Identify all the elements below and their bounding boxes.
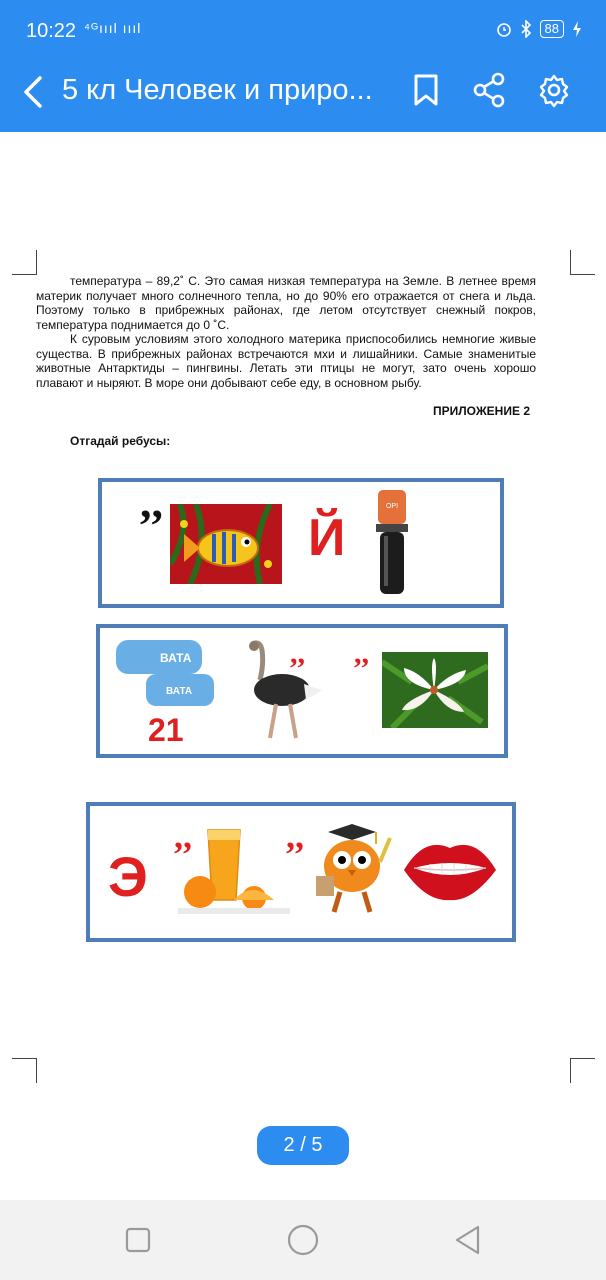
document-title: 5 кл Человек и приро... xyxy=(62,74,373,106)
rebus-2-number: 21 xyxy=(148,712,184,748)
crop-mark-bottom-right xyxy=(570,1058,595,1083)
share-icon[interactable] xyxy=(468,68,512,112)
system-navigation-bar xyxy=(0,1200,606,1280)
cotton-pack-label: ВАТА xyxy=(160,651,192,665)
rebus-3-letter: Э xyxy=(108,845,148,908)
status-bar xyxy=(0,0,606,60)
appendix-heading: ПРИЛОЖЕНИЕ 2 xyxy=(432,404,530,418)
rebus-3-quote-1: ,, xyxy=(174,816,192,856)
paragraph-living-beings: К суровым условиям этого холодного материка приспособились немногие живые существа. В прибрежных районах встречаются мхи и лишайники. Самые знаменитые животные Антарктиды – пингвины. Летать эти птицы не могут, зато очень хорошо плавают и ныряют. В море они добывают себе еду, в основном рыбу. xyxy=(36,332,536,390)
crop-mark-top-right xyxy=(570,250,595,275)
rebus-2-quote-2: ,, xyxy=(354,637,369,670)
paragraph-temperature: температура – 89,2˚ С. Это самая низкая температура на Земле. В летнее время материк получает много солнечного тепла, но до 90% его отражается от снега и льда. Поэтому только в прибрежных районах, где летом отсутствует снежный покров, температура поднимается до 0 ˚С. xyxy=(36,274,536,332)
document-body xyxy=(36,274,536,390)
crop-mark-bottom-left xyxy=(12,1058,37,1083)
page-indicator: 2 / 5 xyxy=(257,1126,349,1165)
home-circle-icon[interactable] xyxy=(285,1222,321,1258)
charging-icon xyxy=(572,21,582,37)
owl-scholar-picture xyxy=(312,822,392,916)
cotton-pack-label-2: ВАТА xyxy=(166,686,193,697)
clock: 10:22 xyxy=(26,20,77,42)
app-bar xyxy=(0,60,606,132)
back-arrow-icon[interactable] xyxy=(14,70,54,114)
cotton-wool-picture xyxy=(114,638,218,710)
rebus-prompt: Отгадай ребусы: xyxy=(70,434,171,448)
nail-polish-picture xyxy=(372,490,412,596)
signal-icon: ⁴ᴳıııl ıııl xyxy=(84,20,142,36)
fish-picture xyxy=(170,504,282,584)
alarm-icon xyxy=(496,21,512,37)
recent-apps-square-icon[interactable] xyxy=(120,1222,156,1258)
rebus-3-quote-2: ,, xyxy=(286,816,304,856)
bluetooth-icon xyxy=(520,20,532,38)
svg-text:OPI: OPI xyxy=(385,503,399,510)
rebus-1-quote: ,, xyxy=(140,476,163,527)
rebus-1-letter: Й xyxy=(308,509,346,567)
rebus-2 xyxy=(96,624,508,758)
settings-gear-icon[interactable] xyxy=(532,68,576,112)
lily-flower-picture xyxy=(382,652,488,728)
battery-icon: 88 xyxy=(540,20,564,38)
orange-juice-picture xyxy=(178,826,290,914)
rebus-2-quote-1: ,, xyxy=(290,637,305,670)
ostrich-picture xyxy=(238,640,326,740)
bookmark-icon[interactable] xyxy=(404,68,448,112)
rebus-1 xyxy=(98,478,504,608)
crop-mark-top-left xyxy=(12,250,37,275)
rebus-3 xyxy=(86,802,516,942)
mouth-lips-picture xyxy=(400,834,500,904)
document-page[interactable] xyxy=(0,132,606,1200)
back-triangle-icon[interactable] xyxy=(450,1222,486,1258)
status-icons xyxy=(496,20,582,38)
